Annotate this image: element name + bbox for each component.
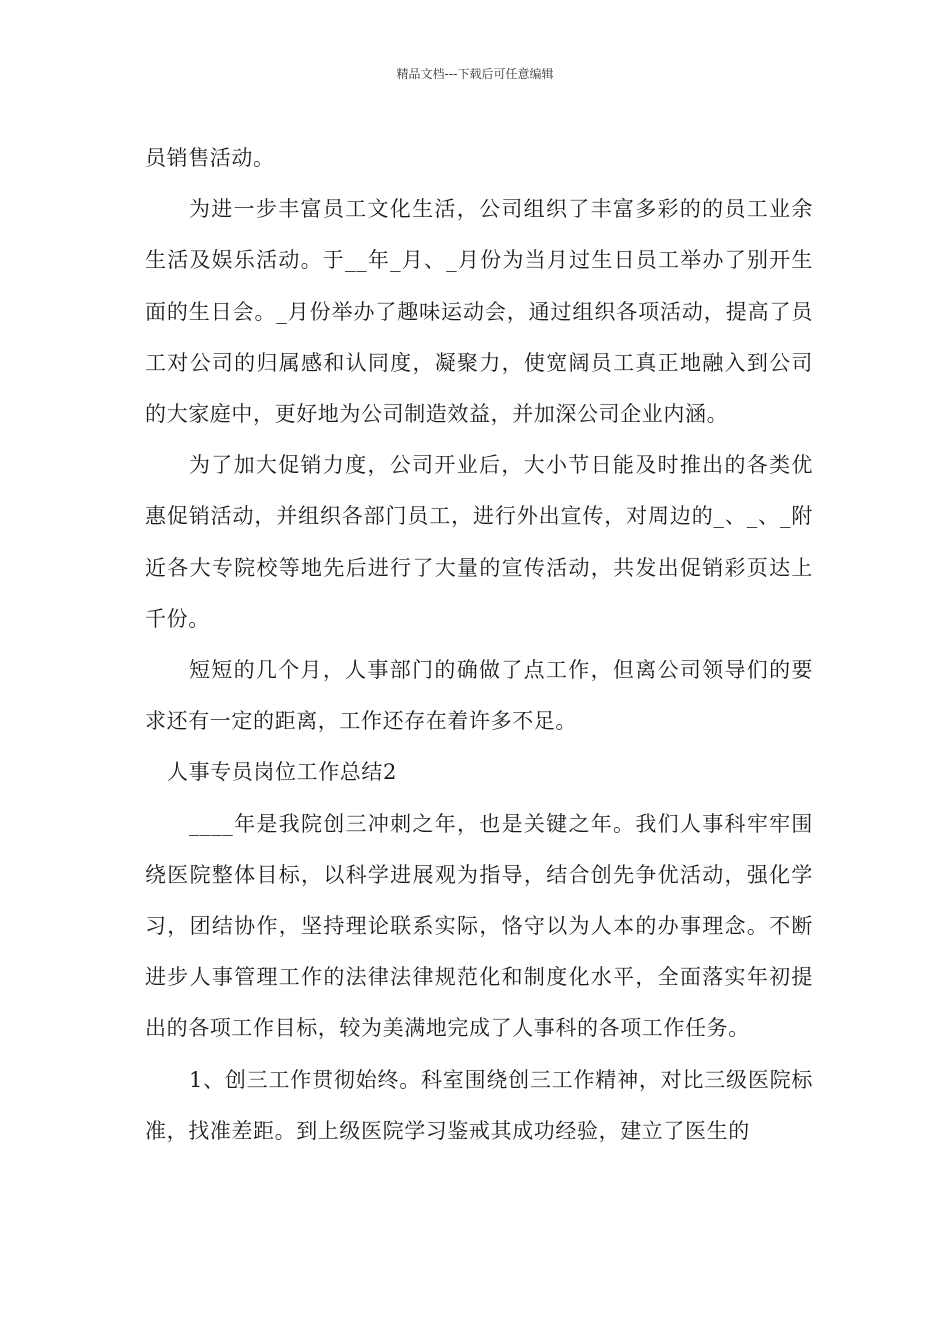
paragraph-promotion: 为了加大促销力度，公司开业后，大小节日能及时推出的各类优惠促销活动，并组织各部门员工，进行外出宣传，对周边的_、_、_附近各大专院校等地先后进行了大量的宣传活动，共发出促销彩页达上千份。 [145, 453, 813, 631]
paragraph-shortcomings: 短短的几个月，人事部门的确做了点工作，但离公司领导们的要求还有一定的距离，工作还存在着许多不足。 [145, 658, 813, 734]
paragraph-culture-activities: 为进一步丰富员工文化生活，公司组织了丰富多彩的的员工业余生活及娱乐活动。于__年_月、_月份为当月过生日员工举办了别开生面的生日会。_月份举办了趣味运动会，通过组织各项活动，提高了员工对公司的归属感和认同度，凝聚力，使宽阔员工真正地融入到公司的大家庭中，更好地为公司制造效益，并加深公司企业内涵。 [145, 197, 813, 427]
page-header: 精品文档---下载后可任意编辑 [396, 67, 554, 81]
paragraph-hospital-goals: ____年是我院创三冲刺之年，也是关键之年。我们人事科牢牢围绕医院整体目标，以科学进展观为指导，结合创先争优活动，强化学习，团结协作，坚持理论联系实际，恪守以为人本的办事理念。不断进步人事管理工作的法律法律规范化和制度化水平，全面落实年初提出的各项工作目标，较为美满地完成了人事科的各项工作任务。 [145, 811, 813, 1041]
section-heading: 人事专员岗位工作总结2 [167, 760, 397, 785]
document-body [145, 133, 813, 1157]
paragraph-item-1: 1、创三工作贯彻始终。科室围绕创三工作精神，对比三级医院标准，找准差距。到上级医院学习鉴戒其成功经验，建立了医生的 [145, 1067, 813, 1143]
paragraph-continuation: 员销售活动。 [145, 146, 275, 170]
